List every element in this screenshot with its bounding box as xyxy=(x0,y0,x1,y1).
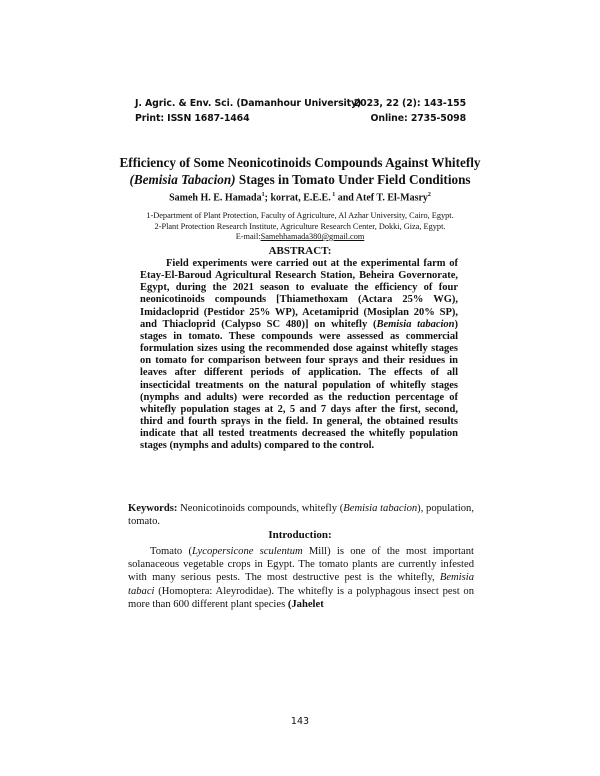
title-species: (Bemisia Tabacion) xyxy=(129,171,236,187)
introduction-body xyxy=(128,545,474,611)
email-link[interactable]: Samehhamada380@gmail.com xyxy=(260,232,365,241)
keywords-species: Bemisia tabacion xyxy=(343,503,418,514)
online-issn: Online: 2735-5098 xyxy=(370,113,466,124)
author-1: Sameh H. E. Hamada xyxy=(169,192,262,204)
introduction-heading: Introduction: xyxy=(268,529,332,541)
intro-species-2: Bemisia tabaci xyxy=(128,572,474,597)
author-list xyxy=(96,192,504,203)
author-1-affil: 1 xyxy=(261,192,265,198)
abstract-text-2: ) stages in tomato. These compounds were assessed as commercial formulation sizes using the recommended dose against whitefly stages on tomato for comparison between four sprays and their residues in leaves after different periods of application. The effects of all insecticidal treatments on the natural population of whitefly stages (nymphs and adults) were recorded as the reduction percentage of whitefly population stages at 2, 5 and 7 days after the first, second, third and fourth sprays in the field. In general, the obtained results indicate that all tested treatments decreased the whitefly population stages (nymphs and adults) compared to the control. xyxy=(140,318,458,452)
affiliation-2: 2-Plant Protection Research Institute, Agriculture Research Center, Dokki, Giza, Egypt. xyxy=(154,222,446,231)
author-3: and Atef T. El-Masry xyxy=(335,192,428,204)
keywords-text-1: Neonicotinoids compounds, whitefly ( xyxy=(177,503,344,514)
intro-species-1: Lycopersicone sculentum xyxy=(191,546,303,557)
keywords-text-2: ), population, tomato. xyxy=(128,503,474,527)
intro-text-2: Mill) is one of the most important solanaceous vegetable crops in Egypt. The tomato plants are currently infested with many serious pests. The most destructive pest is the whitefly, xyxy=(128,546,474,584)
author-2: ; korrat, E.E.E. xyxy=(264,192,331,204)
keywords xyxy=(128,502,474,528)
author-2-affil: 1 xyxy=(330,192,336,198)
paper-title xyxy=(96,155,504,188)
intro-text-1: Tomato ( xyxy=(150,546,192,557)
author-3-affil: 2 xyxy=(427,192,431,198)
title-line2: Stages in Tomato Under Field Conditions xyxy=(235,171,471,187)
abstract-text-1: Field experiments were carried out at the experimental farm of Etay-El-Baroud Agricultural Research Station, Beheira Governorate, Egypt, during the 2021 season to evaluate the efficiency of four neonicotinoids compounds [Thiamethoxam (Actara 25% WG), Imidacloprid (Pestidor 25% WP), Acetamiprid (Mosiplan 20% SP), and Thiacloprid (Calypso SC 480)] on whitefly ( xyxy=(140,258,458,330)
journal-name: J. Agric. & Env. Sci. (Damanhour University) xyxy=(135,98,362,109)
intro-citation: (Jahelet xyxy=(287,598,324,610)
abstract-species: Bemisia tabacion xyxy=(376,318,455,330)
title-line1: Efficiency of Some Neonicotinoids Compounds Against Whitefly xyxy=(119,155,481,170)
print-issn: Print: ISSN 1687-1464 xyxy=(135,113,250,124)
page-number: 143 xyxy=(290,716,310,727)
email-label: E-mail: xyxy=(235,232,261,241)
email-line xyxy=(96,231,504,242)
abstract-body xyxy=(140,258,458,453)
affiliation-1: 1-Department of Plant Protection, Faculty of Agriculture, Al Azhar University, Cairo, Egypt. xyxy=(146,211,454,220)
intro-text-3: (Homoptera: Aleyrodidae). The whitefly is a polyphagous insect pest on more than 600 different plant species xyxy=(128,585,474,610)
abstract-heading: ABSTRACT: xyxy=(268,245,332,257)
journal-issue: 2023, 22 (2): 143-155 xyxy=(353,98,466,109)
keywords-label: Keywords: xyxy=(128,503,178,514)
